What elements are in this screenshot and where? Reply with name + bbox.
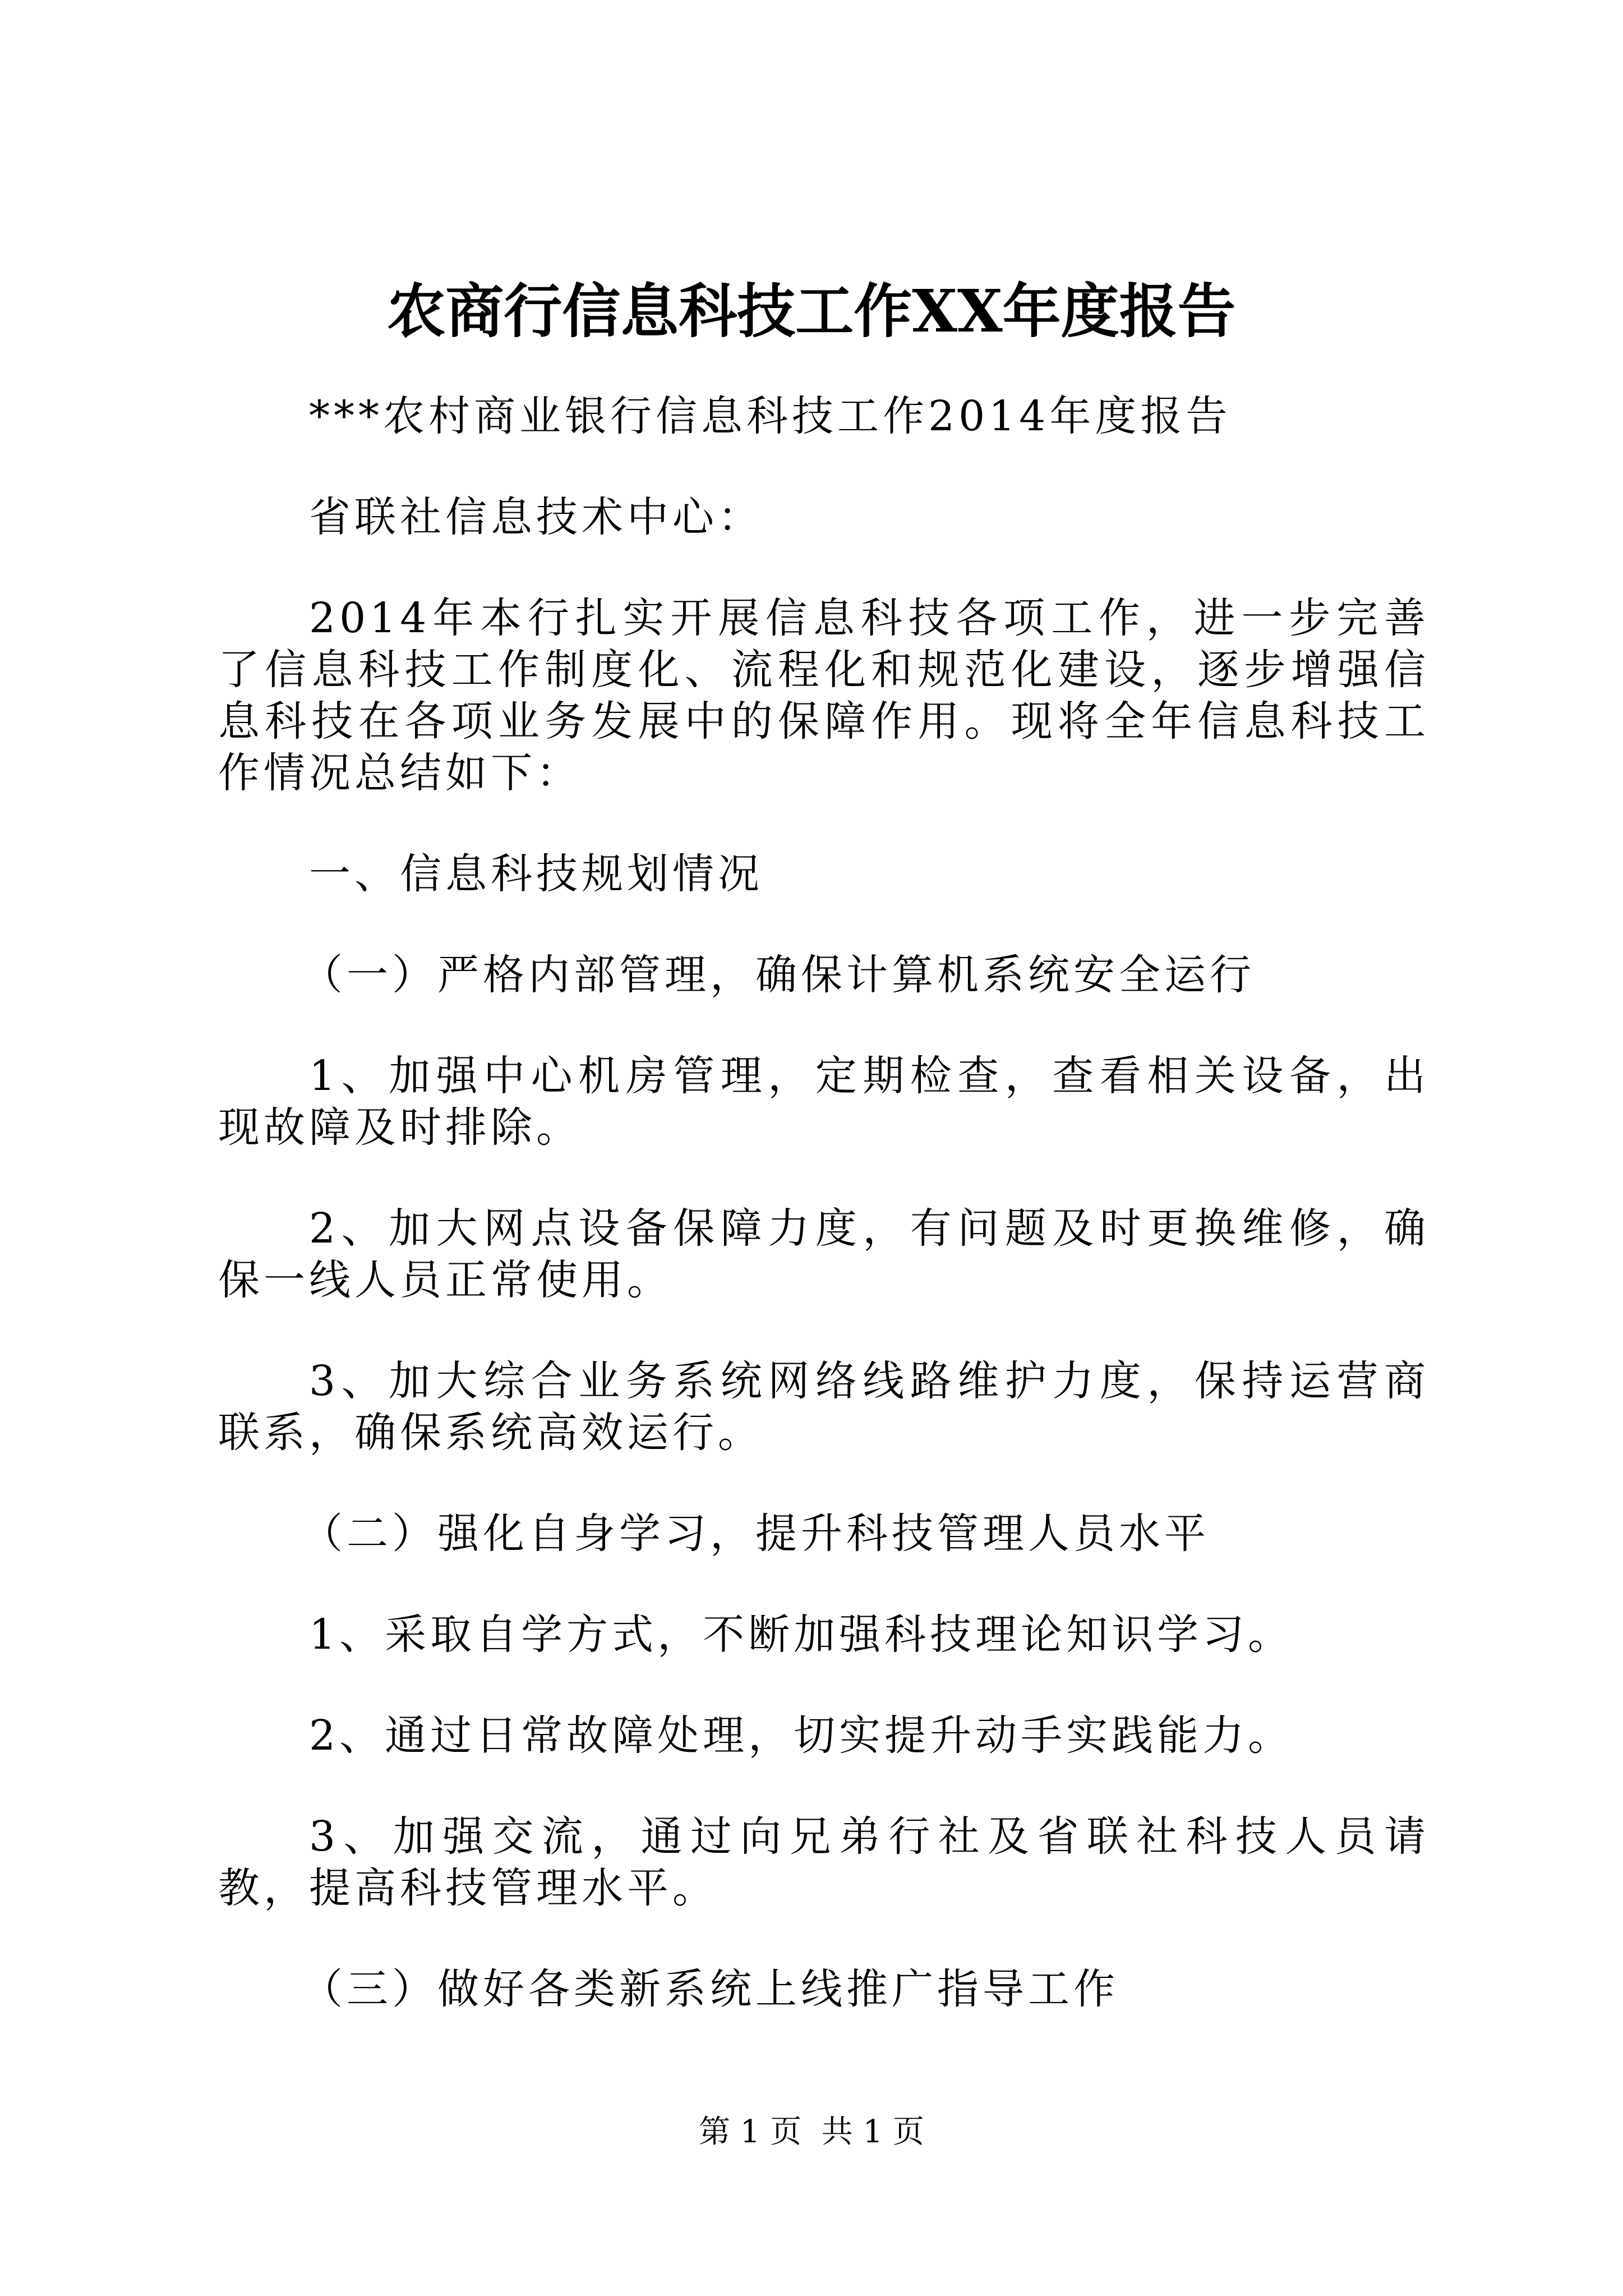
report-subtitle: ***农村商业银行信息科技工作2014年度报告 — [309, 392, 1232, 440]
recipient-line: 省联社信息技术中心： — [309, 493, 763, 541]
paragraph-item: 3、加强交流，通过向兄弟行社及省联社科技人员请教，提高科技管理水平。 — [218, 1812, 1430, 1912]
paragraph-item: 2、通过日常故障处理，切实提升动手实践能力。 — [309, 1711, 1294, 1760]
paragraph-item: 1、加强中心机房管理，定期检查，查看相关设备，出现故障及时排除。 — [218, 1052, 1430, 1152]
heading-planning: 一、信息科技规划情况 — [309, 850, 763, 898]
paragraph-item: 2、加大网点设备保障力度，有问题及时更换维修，确保一线人员正常使用。 — [218, 1204, 1430, 1304]
paragraph-item: 1、采取自学方式，不断加强科技理论知识学习。 — [309, 1611, 1294, 1659]
subheading-self-learning: （二）强化自身学习，提升科技管理人员水平 — [301, 1510, 1210, 1558]
intro-paragraph: 2014年本行扎实开展信息科技各项工作，进一步完善了信息科技工作制度化、流程化和规范化建设，逐步增强信息科技在各项业务发展中的保障作用。现将全年信息科技工作情况总结如下： — [218, 594, 1430, 797]
paragraph-item: 3、加大综合业务系统网络线路维护力度，保持运营商联系，确保系统高效运行。 — [218, 1357, 1430, 1457]
document-title: 农商行信息科技工作XX年度报告 — [387, 277, 1236, 346]
document-body — [218, 390, 1430, 2064]
subheading-new-systems: （三）做好各类新系统上线推广指导工作 — [301, 1965, 1119, 2013]
subheading-internal-management: （一）严格内部管理，确保计算机系统安全运行 — [301, 951, 1255, 999]
page-footer: 第 1 页 共 1 页 — [698, 2114, 925, 2150]
